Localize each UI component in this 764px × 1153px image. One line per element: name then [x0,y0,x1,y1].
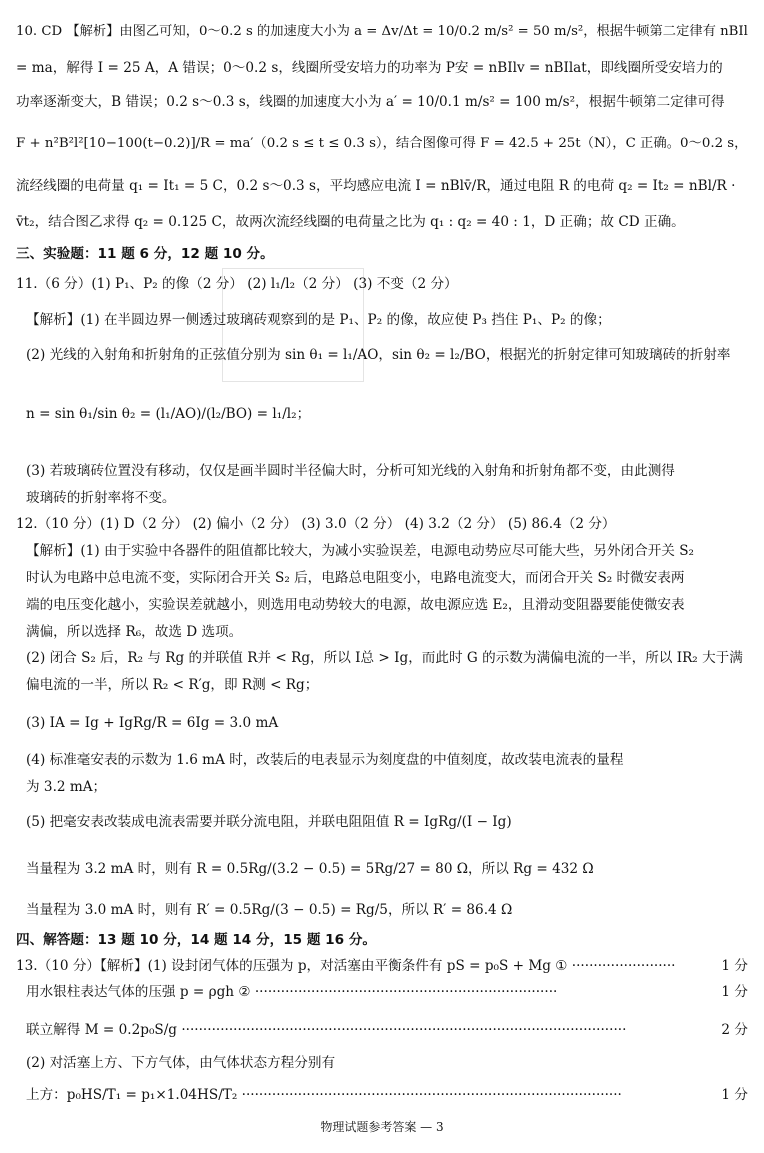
text-line: 【解析】(1) 由于实验中各器件的阻值都比较大，为减小实验误差，电源电动势应尽可能大些，另外闭合开关 S₂ [26,543,694,559]
text-line: 用水银柱表达气体的压强 p = ρgh ② ······································································ [26,984,558,1000]
text-line: 12.（10 分）(1) D（2 分） (2) 偏小（2 分） (3) 3.0（2 分） (4) 3.2（2 分） (5) 86.4（2 分） [16,516,616,532]
text-line: = ma，解得 I = 25 A，A 错误；0～0.2 s，线圈所受安培力的功率为 P安 = nBIlv = nBIlat，即线圈所受安培力的 [16,60,723,76]
text-line: 端的电压变化越小，实验误差就越小，则选用电动势较大的电源，故电源应选 E₂，且滑动变阻器要能使微安表 [26,597,685,613]
text-line: 为 3.2 mA； [26,779,107,795]
text-line: 流经线圈的电荷量 q₁ = It₁ = 5 C，0.2 s～0.3 s，平均感应电流 I = nBlv̄/R，通过电阻 R 的电荷 q₂ = It₂ = nBl/R · [16,178,736,194]
text-line: (2) 闭合 S₂ 后，R₂ 与 Rg 的并联值 R并 < Rg，所以 I总 > Ig，而此时 G 的示数为满偏电流的一半，所以 IR₂ 大于满 [26,650,743,666]
text-line: 满偏，所以选择 R₆，故选 D 选项。 [26,624,243,640]
text-line: (3) 若玻璃砖位置没有移动，仅仅是画半圆时半径偏大时，分析可知光线的入射角和折射角都不变，由此测得 [26,463,675,479]
section-heading: 三、实验题：11 题 6 分，12 题 10 分。 [16,246,274,262]
text-line: 功率逐渐变大，B 错误；0.2 s～0.3 s，线圈的加速度大小为 a′ = 10/0.1 m/s² = 100 m/s²，根据牛顿第二定律可得 [16,94,725,110]
text-line: 10. CD 【解析】由图乙可知，0～0.2 s 的加速度大小为 a = Δv/Δt = 10/0.2 m/s² = 50 m/s²，根据牛顿第二定律有 nBIl [16,24,748,39]
score-label: 1 分 [717,956,748,976]
score-label: 1 分 [717,982,748,1002]
text-line: 联立解得 M = 0.2p₀S/g ······································································································· [26,1022,627,1038]
text-line: 13.（10 分）【解析】(1) 设封闭气体的压强为 p，对活塞由平衡条件有 pS = p₀S + Mg ① ························ [16,958,676,974]
text-line: n = sin θ₁/sin θ₂ = (l₁/AO)/(l₂/BO) = l₁/l₂； [26,406,311,422]
score-label: 1 分 [717,1085,748,1105]
text-line: 【解析】(1) 在半圆边界一侧透过玻璃砖观察到的是 P₁、P₂ 的像，故应使 P₃ 挡住 P₁、P₂ 的像； [26,312,611,328]
page-footer: 物理试题参考答案 — 3 [320,1120,444,1134]
text-line: 时认为电路中总电流不变，实际闭合开关 S₂ 后，电路总电阻变小，电路电流变大，而闭合开关 S₂ 时微安表两 [26,570,685,586]
score-label: 2 分 [717,1020,748,1040]
text-line: (3) IA = Ig + IgRg/R = 6Ig = 3.0 mA [26,715,279,731]
text-line: v̄t₂，结合图乙求得 q₂ = 0.125 C，故两次流经线圈的电荷量之比为 q₁ : q₂ = 40 : 1，D 正确；故 CD 正确。 [16,214,685,230]
text-line: (2) 光线的入射角和折射角的正弦值分别为 sin θ₁ = l₁/AO，sin θ₂ = l₂/BO，根据光的折射定律可知玻璃砖的折射率 [26,347,731,363]
text-line: (2) 对活塞上方、下方气体，由气体状态方程分别有 [26,1055,336,1071]
text-line: (5) 把毫安表改装成电流表需要并联分流电阻，并联电阻阻值 R = IgRg/(I − Ig) [26,814,512,830]
section-heading: 四、解答题：13 题 10 分，14 题 14 分，15 题 16 分。 [16,932,377,948]
text-line: 上方：p₀HS/T₁ = p₁×1.04HS/T₂ ························································································ [26,1087,622,1103]
text-line: (4) 标准毫安表的示数为 1.6 mA 时，改装后的电表显示为刻度盘的中值刻度，故改装电流表的量程 [26,752,624,768]
text-line: F + n²B²l²[10−100(t−0.2)]/R = ma′（0.2 s ≤ t ≤ 0.3 s），结合图像可得 F = 42.5 + 25t（N），C 正确。0～0.2 s， [16,136,748,151]
text-line: 玻璃砖的折射率将不变。 [26,490,176,506]
text-line: 当量程为 3.0 mA 时，则有 R′ = 0.5Rg/(3 − 0.5) = Rg/5，所以 R′ = 86.4 Ω [26,902,513,918]
text-line: 当量程为 3.2 mA 时，则有 R = 0.5Rg/(3.2 − 0.5) = 5Rg/27 = 80 Ω，所以 Rg = 432 Ω [26,861,594,877]
text-line: 11.（6 分）(1) P₁、P₂ 的像（2 分） (2) l₁/l₂（2 分） (3) 不变（2 分） [16,276,458,292]
text-line: 偏电流的一半，所以 R₂ < R′g，即 R测 < Rg； [26,677,319,693]
